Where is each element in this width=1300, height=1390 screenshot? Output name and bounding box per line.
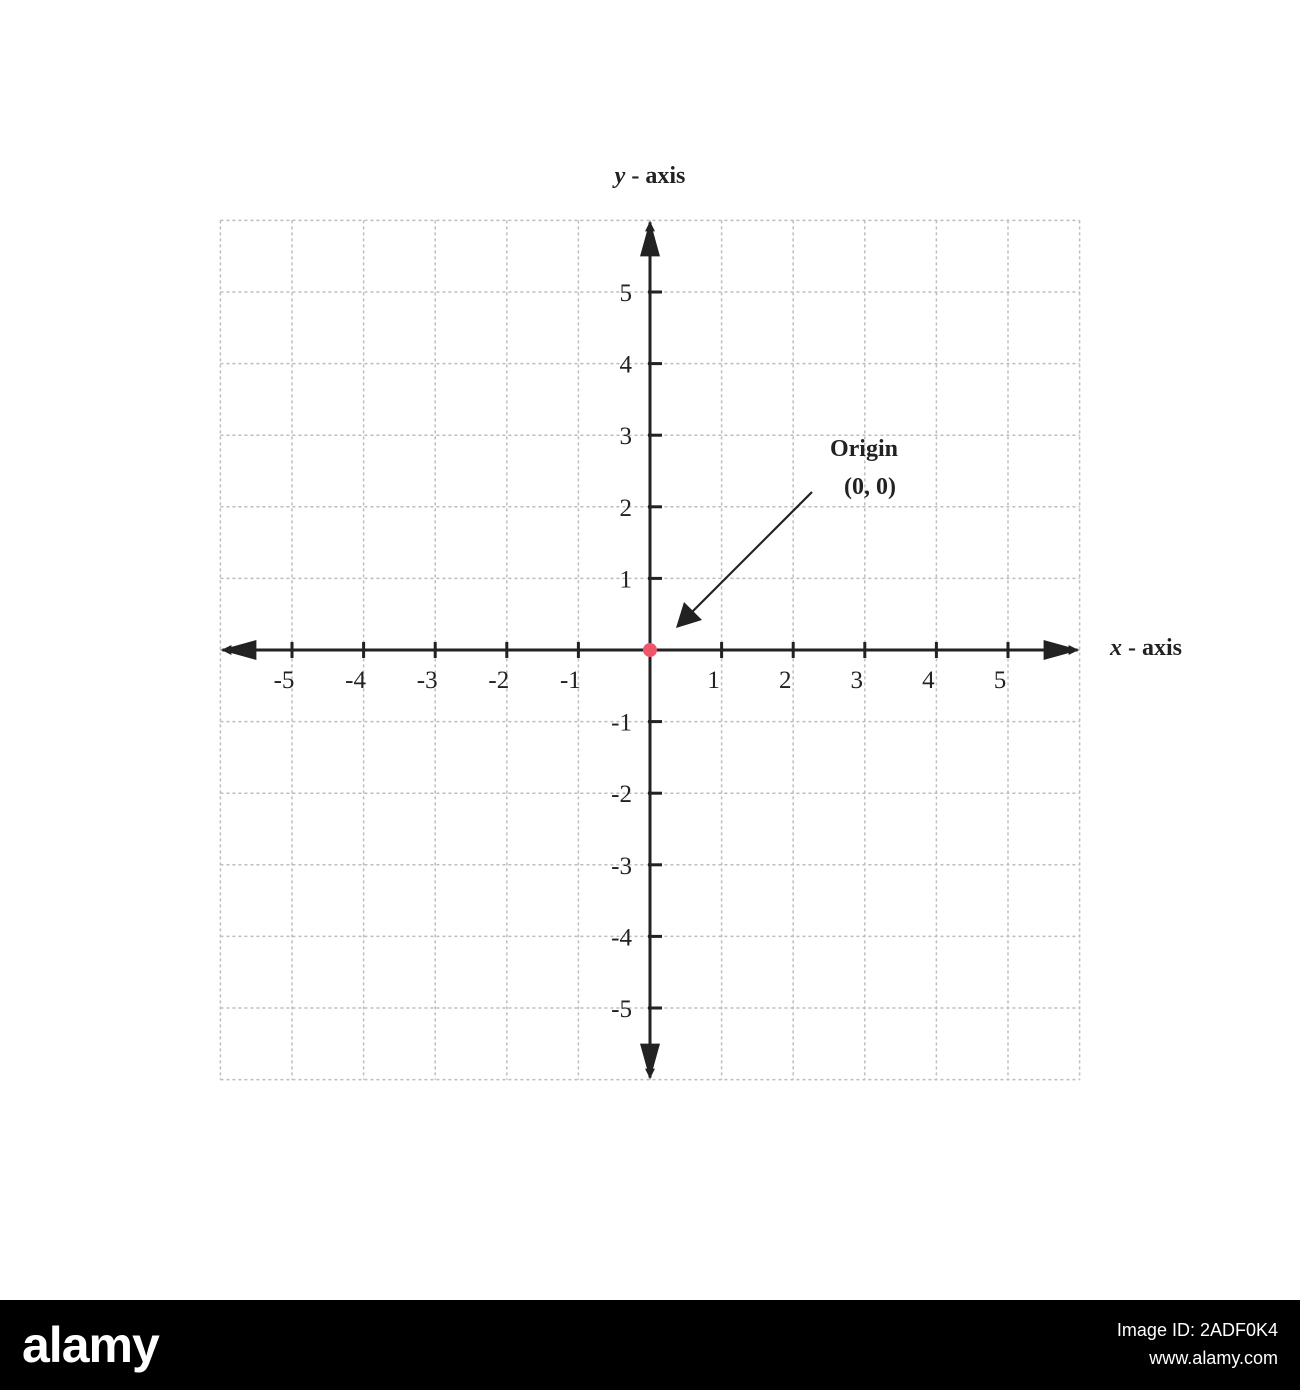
x-axis-title-var: x [1110, 635, 1122, 661]
origin-annotation-coords: (0, 0) [844, 474, 896, 500]
y-tick-label: -2 [611, 781, 632, 809]
origin-annotation-title: Origin [829, 436, 899, 462]
brand-logo: alamy [22, 1317, 159, 1373]
site-url: www.alamy.com [1149, 1348, 1278, 1368]
y-axis-title-rest: - axis [625, 163, 686, 189]
y-tick-label: 2 [619, 494, 632, 522]
x-axis-title [1109, 635, 1182, 661]
y-axis-title [612, 163, 686, 189]
y-tick-label: 4 [619, 351, 632, 379]
y-axis-arrow-down [640, 1044, 660, 1080]
x-tick-label: 5 [993, 667, 1007, 694]
x-tick-label: 1 [707, 667, 720, 694]
x-tick-label: 2 [778, 667, 792, 694]
image-id: Image ID: 2ADF0K4 [1116, 1320, 1278, 1340]
x-tick-label: -5 [273, 667, 295, 694]
points [643, 643, 657, 657]
x-axis-title-rest: - axis [1122, 635, 1182, 661]
x-tick-label: -2 [488, 667, 510, 694]
y-tick-label: 1 [619, 566, 632, 594]
y-tick-label: -1 [611, 709, 632, 737]
watermark-footer [0, 1300, 1300, 1390]
x-tick-label: 4 [922, 667, 935, 694]
origin-point [643, 643, 657, 657]
y-tick-label: 3 [619, 423, 632, 451]
y-tick-label: -4 [611, 924, 632, 952]
y-axis-title-var: y [614, 163, 626, 189]
x-axis-arrow-left [220, 640, 256, 660]
y-axis-arrow-up [640, 220, 660, 256]
x-axis-arrow-right [1044, 640, 1080, 660]
footer-meta [1117, 1316, 1278, 1372]
x-tick-label: -4 [345, 667, 367, 694]
x-tick-label: 3 [850, 667, 864, 694]
x-tick-label: -1 [559, 667, 581, 694]
y-tick-label: -3 [611, 852, 632, 880]
y-tick-label: -5 [611, 996, 632, 1023]
x-tick-label: -3 [416, 667, 438, 694]
y-tick-label: 5 [619, 280, 632, 307]
